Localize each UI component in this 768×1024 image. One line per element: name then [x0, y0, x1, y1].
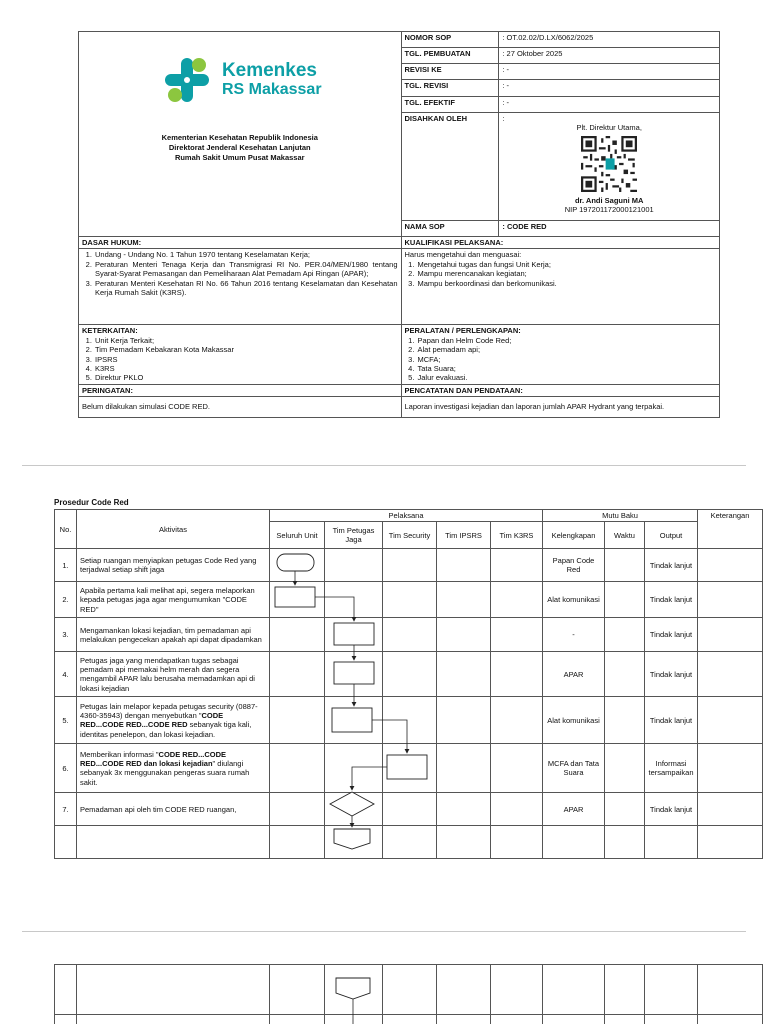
row-kelengkapan: - [543, 618, 605, 652]
row-activity [77, 744, 270, 793]
row-kelengkapan: MCFA dan Tata Suara [543, 744, 605, 793]
page-divider [22, 465, 746, 466]
tgl-efektif-label: TGL. EFEKTIF [401, 96, 499, 112]
row-kelengkapan: Alat komunikasi [543, 582, 605, 618]
keterkaitan-item: 2. Tim Pemadam Kebakaran Kota Makassar [94, 345, 398, 354]
row-kelengkapan: APAR [543, 652, 605, 697]
table-row [55, 549, 763, 582]
pencatatan-text: Laporan investigasi kejadian dan laporan jumlah APAR Hydrant yang terpakai. [401, 397, 719, 418]
nama-sop-value: : CODE RED [499, 220, 720, 236]
org-line-hospital: Rumah Sakit Umum Pusat Makassar [174, 152, 305, 162]
row-output: Tindak lanjut [645, 697, 698, 744]
kualifikasi-title: KUALIFIKASI PELAKSANA: [401, 237, 719, 249]
row-no: 7. [55, 793, 77, 826]
logo-text-rs: RS Makassar [221, 81, 322, 98]
row-activity-bold: CODE RED...CODE RED...CODE RED dan lokasi kejadian [80, 749, 227, 768]
signer-title: Plt. Direktur Utama, [576, 123, 642, 133]
nomor-sop-label: NOMOR SOP [401, 32, 499, 48]
row-no: 2. [55, 582, 77, 618]
keterkaitan-item: 4. K3RS [94, 364, 398, 373]
dasar-hukum-cell [79, 249, 402, 325]
kualifikasi-item: 2. Mampu merencanakan kegiatan; [417, 269, 716, 278]
row-activity [77, 697, 270, 744]
org-line-directorate: Direktorat Jenderal Kesehatan Lanjutan [168, 143, 311, 153]
sop-header-table [78, 31, 720, 418]
pencatatan-title: PENCATATAN DAN PENDATAAN: [401, 384, 719, 396]
page-divider [22, 931, 746, 932]
col-seluruh-unit: Seluruh Unit [270, 522, 325, 549]
table-row [55, 697, 763, 744]
dasar-hukum-item: 1. Undang - Undang No. 1 Tahun 1970 tentang Keselamatan Kerja; [94, 250, 398, 259]
tgl-efektif-value: : - [499, 96, 720, 112]
col-tim-k3rs: Tim K3RS [491, 522, 543, 549]
kemenkes-logo [158, 51, 322, 109]
table-row [55, 582, 763, 618]
row-kelengkapan: Alat komunikasi [543, 697, 605, 744]
disahkan-colon: : [502, 113, 505, 123]
row-activity: Apabila pertama kali melihat api, segera melaporkan kepada petugas jaga agar mengumumkan "CODE RED" [77, 582, 270, 618]
col-output: Output [645, 522, 698, 549]
procedure-table-continued [54, 964, 763, 1024]
row-no: 4. [55, 652, 77, 697]
dasar-hukum-item: 2. Peraturan Menteri Tenaga Kerja dan Transmigrasi RI No. PER.04/MEN/1980 tentang Syarat-Syarat Pemasangan dan Pemeliharaan Alat Pemadam Api Ringan (APAR); [94, 260, 398, 279]
peringatan-text: Belum dilakukan simulasi CODE RED. [79, 397, 402, 418]
row-output: Tindak lanjut [645, 582, 698, 618]
revisi-ke-label: REVISI KE [401, 64, 499, 80]
peralatan-item: 2. Alat pemadam api; [417, 345, 716, 354]
table-row [55, 652, 763, 697]
row-no: 1. [55, 549, 77, 582]
signer-nip: NIP 197201172000121001 [564, 204, 654, 214]
row-output: Tindak lanjut [645, 618, 698, 652]
keterkaitan-item: 1. Unit Kerja Terkait; [94, 336, 398, 345]
procedure-table [54, 509, 763, 859]
row-activity-part: " diulangi sebanyak 3x menggunakan pengeras suara rumah sakit. [80, 759, 250, 787]
kualifikasi-item: 3. Mampu berkoordinasi dan berkomunikasi. [417, 279, 716, 288]
table-row [55, 618, 763, 652]
keterkaitan-item: 3. IPSRS [94, 355, 398, 364]
tgl-revisi-value: : - [499, 80, 720, 96]
dasar-hukum-item: 3. Peraturan Menteri Kesehatan RI No. 66 Tahun 2016 tentang Keselamatan dan Kesehatan Kerja Rumah Sakit (K3RS). [94, 279, 398, 298]
keterkaitan-cell [79, 325, 402, 384]
keterkaitan-title: KETERKAITAN: [82, 326, 138, 336]
col-no: No. [55, 510, 77, 549]
row-kelengkapan: Papan Code Red [543, 549, 605, 582]
row-activity-part: Petugas lain melapor kepada petugas security (0887-4360-35943) dengan menyebutkan " [80, 701, 258, 720]
row-activity: Petugas jaga yang mendapatkan tugas sebagai pemadam api memakai helm merah dan segera mengambil APAR lalu berusaha memadamkan api di lokasi kejadian [77, 652, 270, 697]
peringatan-title: PERINGATAN: [79, 384, 402, 396]
col-aktivitas: Aktivitas [77, 510, 270, 549]
row-activity-part: Memberikan informasi " [80, 749, 159, 759]
kemenkes-logo-icon [158, 51, 216, 109]
col-mutu-baku: Mutu Baku [543, 510, 698, 522]
row-activity: Pemadaman api oleh tim CODE RED ruangan, [77, 793, 270, 826]
table-row [55, 744, 763, 793]
peralatan-item: 5. Jalur evakuasi. [417, 373, 716, 382]
peralatan-item: 1. Papan dan Helm Code Red; [417, 336, 716, 345]
row-no: 5. [55, 697, 77, 744]
tgl-revisi-label: TGL. REVISI [401, 80, 499, 96]
row-output: Tindak lanjut [645, 652, 698, 697]
nomor-sop-value: : OT.02.02/D.LX/6062/2025 [499, 32, 720, 48]
col-tim-ipsrs: Tim IPSRS [437, 522, 491, 549]
signer-name: dr. Andi Saguni MA [574, 195, 644, 205]
table-row [55, 1015, 763, 1024]
table-row [55, 965, 763, 1015]
peralatan-title: PERALATAN / PERLENGKAPAN: [404, 326, 521, 336]
row-no: 6. [55, 744, 77, 793]
row-activity: Mengamankan lokasi kejadian, tim pemadaman api melakukan pengecekan apakah api dapat dipadamkan [77, 618, 270, 652]
disahkan-label: DISAHKAN OLEH [401, 112, 499, 220]
row-output: Tindak lanjut [645, 793, 698, 826]
tgl-pembuatan-value: : 27 Oktober 2025 [499, 48, 720, 64]
keterkaitan-item: 5. Direktur PKLO [94, 373, 398, 382]
table-row [55, 826, 763, 859]
row-activity-bold: CODE RED...CODE RED...CODE RED [80, 711, 224, 730]
nama-sop-label: NAMA SOP [401, 220, 499, 236]
header-logo-cell [79, 32, 402, 237]
col-tim-petugas-jaga: Tim Petugas Jaga [325, 522, 383, 549]
row-activity: Setiap ruangan menyiapkan petugas Code Red yang terjadwal setiap shift jaga [77, 549, 270, 582]
row-activity-part: sebanyak tiga kali, identitas penelepon, dan lokasi kejadian. [80, 720, 252, 739]
col-keterangan: Keterangan [698, 510, 763, 549]
peralatan-item: 4. Tata Suara; [417, 364, 716, 373]
row-output: Tindak lanjut [645, 549, 698, 582]
col-kelengkapan: Kelengkapan [543, 522, 605, 549]
col-tim-security: Tim Security [383, 522, 437, 549]
disahkan-cell [499, 112, 720, 220]
col-waktu: Waktu [605, 522, 645, 549]
procedure-title: Prosedur Code Red [54, 498, 129, 507]
col-pelaksana: Pelaksana [270, 510, 543, 522]
kualifikasi-item: 1. Mengetahui tugas dan fungsi Unit Kerja; [417, 260, 716, 269]
logo-text-kemenkes: Kemenkes [221, 60, 317, 81]
peralatan-item: 3. MCFA; [417, 355, 716, 364]
table-row [55, 793, 763, 826]
qr-code-icon [581, 136, 637, 192]
kualifikasi-cell [401, 249, 719, 325]
row-output: Informasi tersampaikan [645, 744, 698, 793]
kualifikasi-intro: Harus mengetahui dan menguasai: [404, 250, 522, 260]
revisi-ke-value: : - [499, 64, 720, 80]
tgl-pembuatan-label: TGL. PEMBUATAN [401, 48, 499, 64]
row-no: 3. [55, 618, 77, 652]
dasar-hukum-title: DASAR HUKUM: [79, 237, 402, 249]
row-kelengkapan: APAR [543, 793, 605, 826]
org-line-ministry: Kementerian Kesehatan Republik Indonesia [161, 133, 318, 143]
peralatan-cell [401, 325, 719, 384]
